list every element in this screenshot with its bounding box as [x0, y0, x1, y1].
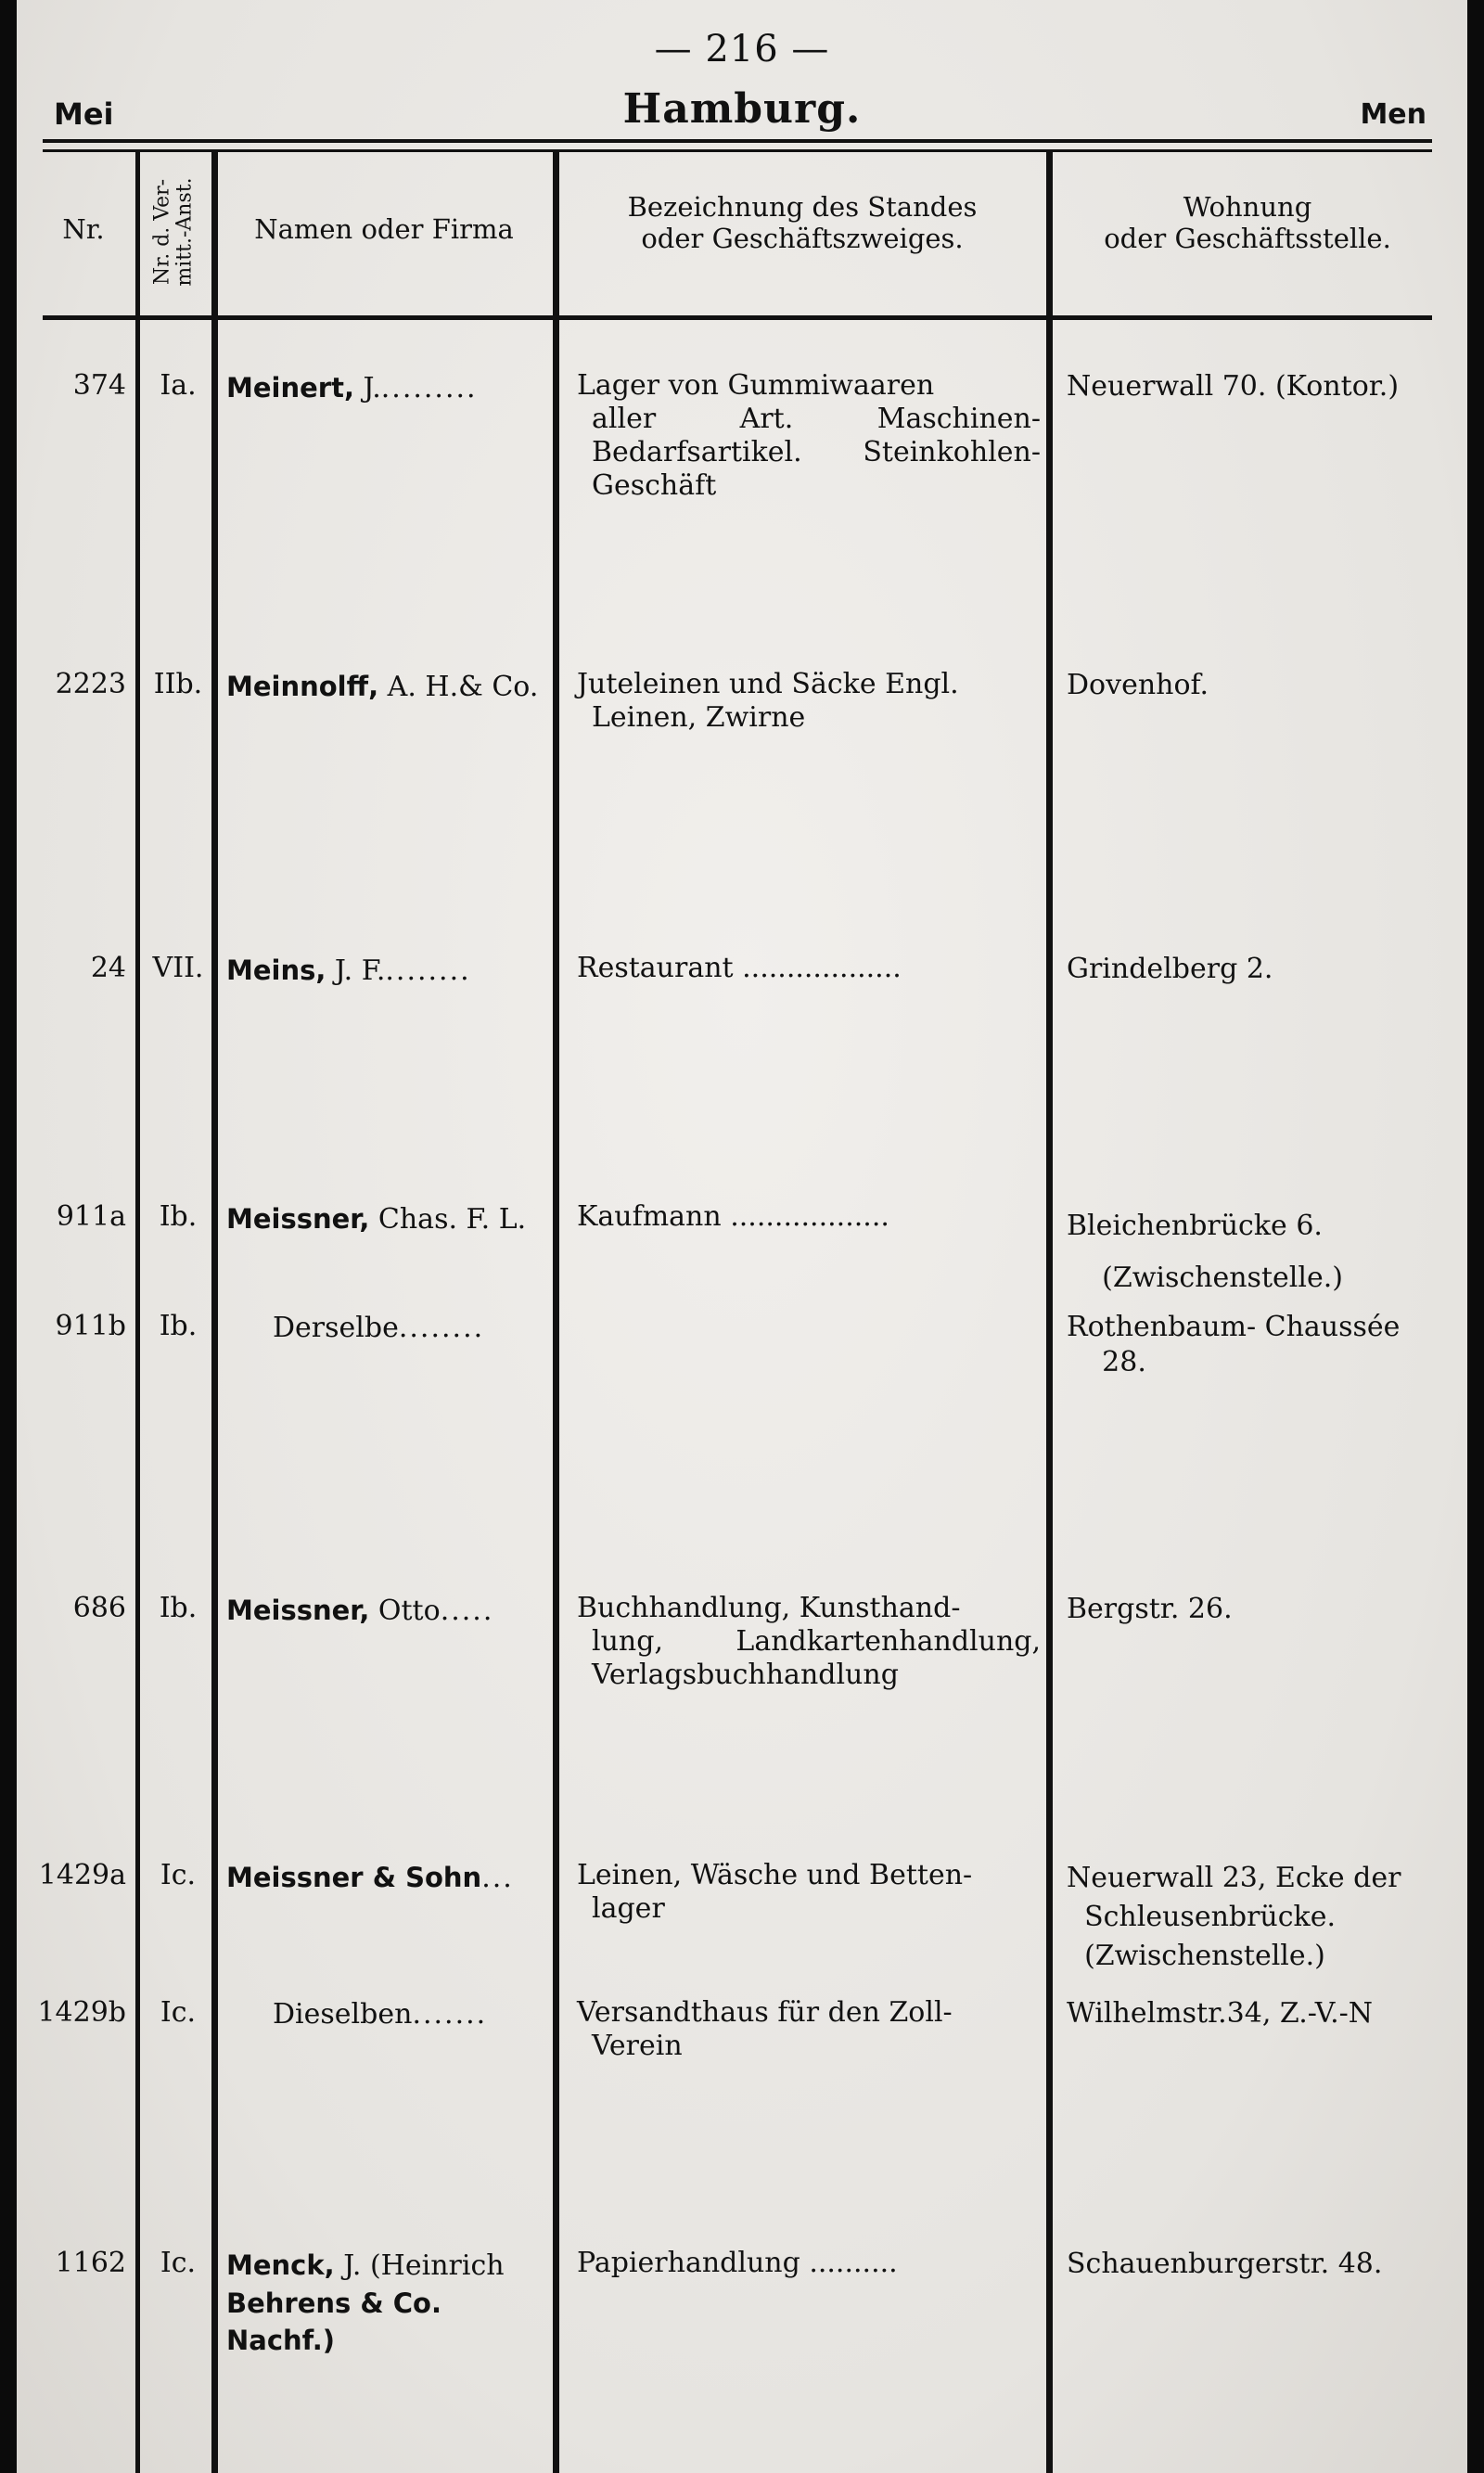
entry-address: Grindelberg 2. [1067, 953, 1273, 985]
entry-number: 2223 [55, 668, 126, 700]
entry-description-continued: Leinen, Zwirne [592, 701, 806, 734]
entry-description-continued: aller Art. Maschinen-Bedarfsartikel. Steinkohlen-Geschäft [592, 403, 1041, 502]
column-header-stand: Bezeichnung des Standes oder Geschäftszweiges. [627, 191, 978, 254]
entry-given: Derselbe [273, 1312, 399, 1344]
top-rule-thin [43, 149, 1432, 152]
entry-name [226, 1200, 560, 1238]
entry-class: Ic. [160, 1996, 197, 2029]
page-number: — 216 — [654, 28, 830, 70]
entry-address: Schauenburgerstr. 48. [1067, 2248, 1383, 2280]
entry-class: Ic. [160, 1859, 197, 1891]
entry-address: Bergstr. 26. [1067, 1593, 1233, 1625]
entry-name [226, 369, 560, 407]
keyword-left: Mei [54, 96, 114, 132]
entry-description-line: Buchhandlung, Kunsthand- [577, 1592, 961, 1624]
entry-address: Bleichenbrücke 6. (Zwischenstelle.) [1067, 1210, 1343, 1294]
entry-description-continued: lager [592, 1892, 665, 1925]
column-header-wohnung: Wohnung oder Geschäftsstelle. [1104, 191, 1391, 254]
entry-name-line-3: Nachf.) [226, 2325, 335, 2356]
entry-description [577, 1200, 1041, 1234]
entry-given: Otto [369, 1595, 441, 1627]
entry-description [577, 952, 1041, 985]
entry-description-line: Kaufmann .................. [577, 1200, 889, 1233]
entry-description-line: Juteleinen und Säcke Engl. [577, 668, 959, 700]
entry-leader-dots: ........ [385, 955, 471, 987]
entry-name [226, 668, 560, 706]
column-header-vermittlung [133, 158, 216, 306]
entry-given: A. H.& Co. [378, 671, 539, 703]
entry-description-line: Lager von Gummiwaaren [577, 369, 935, 402]
entry-name [226, 1310, 560, 1347]
entry-class: Ic. [160, 2247, 197, 2279]
entry-address: Neuerwall 70. (Kontor.) [1067, 370, 1400, 403]
entry-given: J. F. [326, 955, 386, 987]
entry-description-line: Restaurant .................. [577, 952, 902, 984]
entry-leader-dots: ..... [440, 1595, 494, 1627]
entry-number: 911b [55, 1310, 126, 1342]
entry-surname: Meissner & Sohn [226, 1862, 482, 1893]
entry-number: 1429a [38, 1859, 126, 1891]
entry-name-line-2: Behrens & Co. [226, 2287, 441, 2319]
keyword-right: Men [1360, 98, 1426, 131]
entry-address: Neuerwall 23, Ecke der Schleusenbrücke. (Zwischenstelle.) [1067, 1862, 1401, 1972]
entry-description [577, 1859, 1041, 1926]
entry-surname: Meissner, [226, 1595, 370, 1626]
entry-address: Wilhelmstr.34, Z.-V.-N [1067, 1997, 1374, 2030]
entry-surname: Meinnolff, [226, 671, 379, 702]
entry-given: Dieselben [273, 1998, 413, 2031]
entry-description-line: Papierhandlung .......... [577, 2247, 898, 2279]
entry-description-line: Leinen, Wäsche und Betten- [577, 1859, 973, 1891]
column-header-nr: Nr. [62, 213, 105, 245]
entry-address: Dovenhof. [1067, 669, 1209, 701]
header-rule [43, 315, 1432, 320]
column-header-vermittlung-label: Nr. d. Ver- mitt.-Anst. [151, 177, 197, 287]
entry-name [226, 1996, 560, 2033]
entry-surname: Meins, [226, 955, 326, 986]
entry-description [577, 369, 1041, 503]
entry-number: 1429b [37, 1996, 126, 2029]
entry-address: Rothenbaum- Chaussée 28. [1067, 1311, 1401, 1378]
entry-description-line: Versandthaus für den Zoll- [577, 1996, 953, 2029]
city-title: Hamburg. [622, 85, 862, 133]
entry-description-continued: lung, Landkartenhandlung, Verlagsbuchhandlung [592, 1625, 1041, 1691]
entry-given: J. [353, 372, 381, 404]
column-divider [135, 150, 140, 2473]
entry-name [226, 1592, 560, 1630]
entry-description [577, 1996, 1041, 2063]
entry-number: 911a [56, 1200, 126, 1233]
column-divider [1046, 150, 1053, 2473]
entry-number: 374 [72, 369, 126, 402]
entry-description-continued: Verein [592, 2030, 683, 2062]
entry-surname: Meissner, [226, 1203, 370, 1235]
entry-description [577, 2247, 1041, 2280]
entry-leader-dots: ... [481, 1862, 514, 1894]
entry-leader-dots: ......... [380, 372, 478, 404]
entry-number: 24 [90, 952, 126, 984]
top-rule [43, 139, 1432, 143]
entry-description [577, 668, 1041, 735]
entry-surname: Menck, [226, 2249, 335, 2281]
entry-leader-dots: ....... [412, 1998, 488, 2031]
entry-class: VII. [152, 952, 204, 984]
entry-class: IIb. [153, 668, 203, 700]
entry-leader-dots: ........ [398, 1312, 485, 1344]
entry-description [577, 1592, 1041, 1692]
entry-given: J. (Heinrich [334, 2249, 505, 2282]
entry-class: Ia. [160, 369, 197, 402]
entry-class: Ib. [159, 1592, 198, 1624]
entry-number: 1162 [55, 2247, 126, 2279]
entry-number: 686 [72, 1592, 126, 1624]
entry-name [226, 1859, 560, 1897]
entry-surname: Meinert, [226, 372, 354, 404]
entry-name [226, 952, 560, 990]
entry-given: Chas. F. L. [369, 1203, 527, 1236]
entry-class: Ib. [159, 1310, 198, 1342]
entry-name [226, 2247, 560, 2359]
column-header-name: Namen oder Firma [254, 213, 514, 245]
entry-class: Ib. [159, 1200, 198, 1233]
